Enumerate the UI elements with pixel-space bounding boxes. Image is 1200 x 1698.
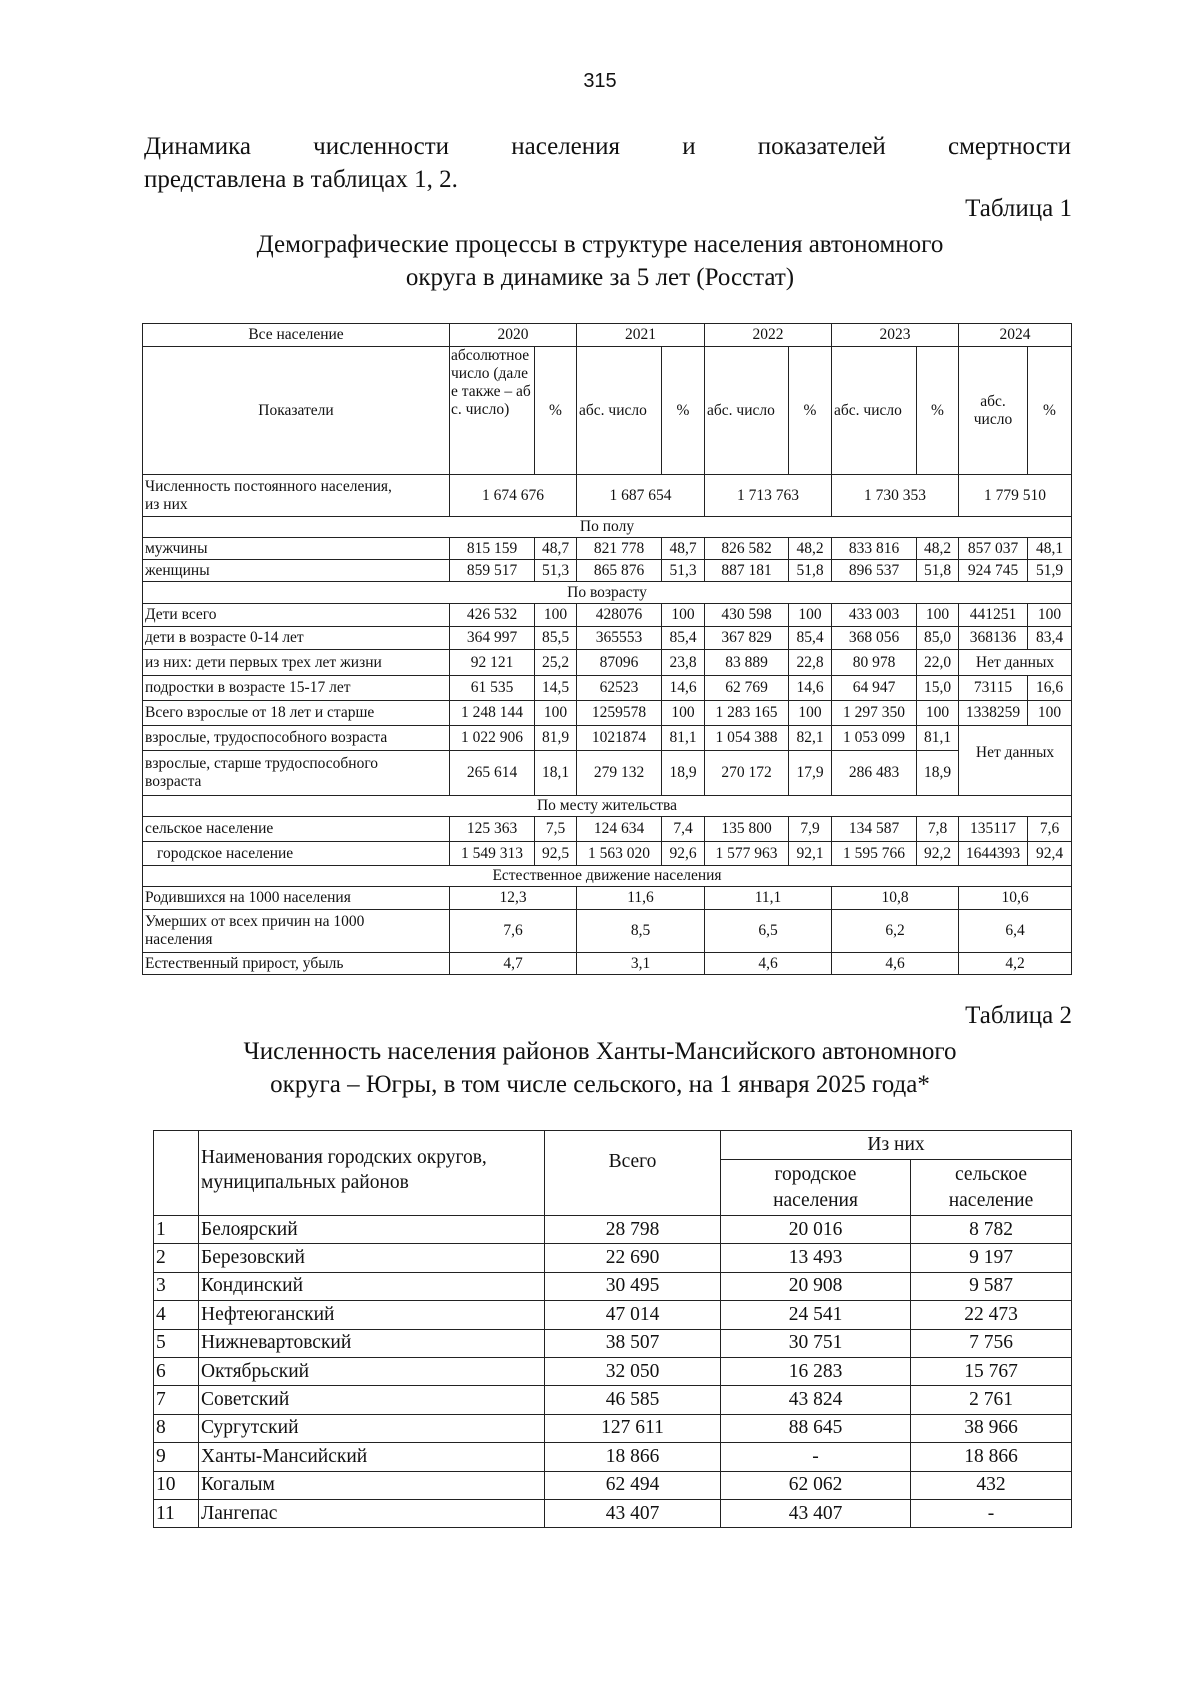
value-cell: 81,9 — [535, 726, 577, 751]
value-cell: 924 745 — [959, 560, 1028, 582]
value-cell: 81,1 — [662, 726, 705, 751]
header-abs-number: абсолютное число (далее также – абс. число) — [450, 347, 535, 475]
total-population: 38 507 — [545, 1329, 721, 1357]
table-row — [143, 475, 1072, 517]
row-label-text: взрослые, старше трудоспособного возраста — [145, 755, 379, 790]
rural-population: 18 866 — [911, 1443, 1072, 1471]
percent-cell: 100 — [662, 604, 705, 627]
value-cell: 64 947 — [832, 676, 917, 701]
table-row — [143, 910, 1072, 953]
section-header: По полу — [143, 517, 1072, 538]
percent-cell: 92,1 — [789, 842, 832, 866]
row-label — [143, 475, 450, 517]
section-row — [143, 866, 1072, 887]
percent-cell: 14,6 — [789, 676, 832, 701]
value-cell: 368136 — [959, 627, 1028, 650]
row-label — [143, 887, 450, 910]
total-population: 47 014 — [545, 1301, 721, 1329]
percent-cell: 92,6 — [662, 842, 705, 866]
urban-population: 30 751 — [721, 1329, 911, 1357]
header-urban: городское населения — [721, 1160, 911, 1216]
district-name: Когалым — [199, 1471, 545, 1499]
row-label-text: взрослые, трудоспособного возраста — [145, 729, 388, 746]
section-header: По возрасту — [143, 582, 1072, 604]
header-name: Наименования городских округов, муниципальных районов — [199, 1131, 545, 1216]
percent-cell: 100 — [662, 701, 705, 726]
value-cell: 134 587 — [832, 817, 917, 842]
header-abs-number: абс. число — [705, 347, 789, 475]
row-label — [143, 817, 450, 842]
header-rural: сельское население — [911, 1160, 1072, 1216]
table-row — [154, 1471, 1072, 1499]
percent-cell: 15,0 — [917, 676, 959, 701]
value-cell: 92 121 — [450, 650, 535, 676]
table1-title-line-2: округа в динамике за 5 лет (Росстат) — [405, 264, 795, 291]
value-cell: 61 535 — [450, 676, 535, 701]
header-all-population: Все население — [143, 324, 450, 347]
rural-population: - — [911, 1499, 1072, 1527]
percent-cell: 48,7 — [535, 538, 577, 560]
table2-title-line-1: Численность населения районов Ханты-Мансийского автономного — [243, 1038, 957, 1065]
row-number: 5 — [154, 1329, 199, 1357]
header-percent: % — [917, 347, 959, 475]
row-number: 3 — [154, 1272, 199, 1300]
table-row — [154, 1329, 1072, 1357]
value-cell: 18,1 — [535, 751, 577, 796]
value-cell: 62 769 — [705, 676, 789, 701]
percent-cell: 51,8 — [789, 560, 832, 582]
value-cell: 6,5 — [705, 910, 832, 953]
percent-cell: 51,8 — [917, 560, 959, 582]
header-percent: % — [1028, 347, 1072, 475]
header-total: Всего — [545, 1131, 721, 1216]
percent-cell: 16,6 — [1028, 676, 1072, 701]
value-cell: 1644393 — [959, 842, 1028, 866]
value-cell: 441251 — [959, 604, 1028, 627]
row-label — [143, 701, 450, 726]
value-cell: 23,8 — [662, 650, 705, 676]
percent-cell: 48,1 — [1028, 538, 1072, 560]
table-row — [143, 560, 1072, 582]
value-cell: 1 054 388 — [705, 726, 789, 751]
header-year-2023: 2023 — [832, 324, 959, 347]
value-cell: 62523 — [577, 676, 662, 701]
row-label-text: женщины — [145, 561, 210, 579]
value-cell: 81,1 — [917, 726, 959, 751]
value-cell: 286 483 — [832, 751, 917, 796]
table-row — [154, 1499, 1072, 1527]
district-name: Белоярский — [199, 1216, 545, 1244]
percent-cell: 7,5 — [535, 817, 577, 842]
percent-cell: 100 — [917, 701, 959, 726]
value-cell: 73115 — [959, 676, 1028, 701]
value-cell: 3,1 — [577, 953, 705, 975]
value-cell: 857 037 — [959, 538, 1028, 560]
value-cell: 25,2 — [535, 650, 577, 676]
row-label-text: подростки в возрасте 15-17 лет — [145, 679, 351, 696]
table-row — [154, 1443, 1072, 1471]
table-row — [143, 701, 1072, 726]
row-label — [143, 650, 450, 676]
value-cell: 279 132 — [577, 751, 662, 796]
intro-paragraph-line-2: представлена в таблицах 1, 2. — [144, 166, 458, 193]
row-number: 2 — [154, 1244, 199, 1272]
value-cell: 124 634 — [577, 817, 662, 842]
row-label — [143, 538, 450, 560]
value-cell: 433 003 — [832, 604, 917, 627]
section-row — [143, 517, 1072, 538]
header-percent: % — [789, 347, 832, 475]
row-label — [143, 751, 450, 796]
percent-cell: 48,2 — [917, 538, 959, 560]
district-name: Нефтеюганский — [199, 1301, 545, 1329]
value-cell: 4,6 — [705, 953, 832, 975]
table-row — [154, 1301, 1072, 1329]
table-row — [143, 538, 1072, 560]
table2-label: Таблица 2 — [965, 1002, 1072, 1029]
percent-cell: 85,5 — [535, 627, 577, 650]
value-cell: 6,2 — [832, 910, 959, 953]
percent-cell: 51,3 — [535, 560, 577, 582]
percent-cell: 14,5 — [535, 676, 577, 701]
value-cell: 1 730 353 — [832, 475, 959, 517]
table-row — [143, 887, 1072, 910]
row-label — [143, 842, 450, 866]
percent-cell: 7,9 — [789, 817, 832, 842]
value-cell: 1 053 099 — [832, 726, 917, 751]
value-cell: 22,8 — [789, 650, 832, 676]
rural-population: 8 782 — [911, 1216, 1072, 1244]
value-cell: 1 713 763 — [705, 475, 832, 517]
value-cell: 11,1 — [705, 887, 832, 910]
table-row — [143, 953, 1072, 975]
row-label-text: дети в возрасте 0-14 лет — [145, 629, 304, 646]
percent-cell: 92,5 — [535, 842, 577, 866]
value-cell: 7,6 — [450, 910, 577, 953]
table-row — [143, 817, 1072, 842]
value-cell: 821 778 — [577, 538, 662, 560]
section-row — [143, 796, 1072, 817]
rural-population: 38 966 — [911, 1414, 1072, 1442]
value-cell: 1 022 906 — [450, 726, 535, 751]
table-row — [143, 726, 1072, 751]
header-year-2022: 2022 — [705, 324, 832, 347]
percent-cell: 48,7 — [662, 538, 705, 560]
table-row — [143, 751, 1072, 796]
urban-population: - — [721, 1443, 911, 1471]
table-row — [154, 1216, 1072, 1244]
header-year-2021: 2021 — [577, 324, 705, 347]
value-cell: 1021874 — [577, 726, 662, 751]
table2-title-line-2: округа – Югры, в том числе сельского, на 1 января 2025 года* — [270, 1071, 930, 1098]
row-label-text: Численность постоянного населения, из них — [145, 477, 392, 513]
row-label-text: Всего взрослые от 18 лет и старше — [145, 704, 375, 721]
header-year-2024: 2024 — [959, 324, 1072, 347]
percent-cell: 100 — [789, 701, 832, 726]
value-cell: 82,1 — [789, 726, 832, 751]
row-number: 6 — [154, 1357, 199, 1385]
row-number: 4 — [154, 1301, 199, 1329]
district-name: Нижневартовский — [199, 1329, 545, 1357]
value-cell: 4,7 — [450, 953, 577, 975]
total-population: 62 494 — [545, 1471, 721, 1499]
value-cell: Нет данных — [959, 726, 1072, 796]
value-cell: 859 517 — [450, 560, 535, 582]
row-label — [143, 676, 450, 701]
percent-cell: 7,6 — [1028, 817, 1072, 842]
urban-population: 43 824 — [721, 1386, 911, 1414]
value-cell: 368 056 — [832, 627, 917, 650]
rural-population: 2 761 — [911, 1386, 1072, 1414]
row-number: 9 — [154, 1443, 199, 1471]
value-cell: 1 549 313 — [450, 842, 535, 866]
demographic-table — [142, 323, 1072, 975]
urban-population: 24 541 — [721, 1301, 911, 1329]
value-cell: 4,6 — [832, 953, 959, 975]
value-cell: 1 577 963 — [705, 842, 789, 866]
district-name: Березовский — [199, 1244, 545, 1272]
value-cell: 1 595 766 — [832, 842, 917, 866]
table-row — [143, 676, 1072, 701]
district-name: Кондинский — [199, 1272, 545, 1300]
value-cell: 80 978 — [832, 650, 917, 676]
value-cell: 11,6 — [577, 887, 705, 910]
value-cell: 17,9 — [789, 751, 832, 796]
value-cell: 364 997 — [450, 627, 535, 650]
table1-title-line-1: Демографические процессы в структуре населения автономного — [256, 231, 944, 258]
value-cell: 1 674 676 — [450, 475, 577, 517]
district-name: Лангепас — [199, 1499, 545, 1527]
row-label — [143, 627, 450, 650]
header-abs-number: абс. число — [577, 347, 662, 475]
percent-cell: 14,6 — [662, 676, 705, 701]
urban-population: 16 283 — [721, 1357, 911, 1385]
row-label-text: Родившихся на 1000 населения — [145, 889, 351, 906]
value-cell: 22,0 — [917, 650, 959, 676]
rural-population: 15 767 — [911, 1357, 1072, 1385]
district-name: Ханты-Мансийский — [199, 1443, 545, 1471]
value-cell: 135 800 — [705, 817, 789, 842]
table1-label: Таблица 1 — [965, 195, 1072, 222]
row-label-text: Естественный прирост, убыль — [145, 954, 344, 972]
percent-cell: 100 — [1028, 604, 1072, 627]
value-cell: 4,2 — [959, 953, 1072, 975]
row-label — [143, 560, 450, 582]
value-cell: 1 563 020 — [577, 842, 662, 866]
value-cell: 10,6 — [959, 887, 1072, 910]
value-cell: Нет данных — [959, 650, 1072, 676]
district-name: Октябрьский — [199, 1357, 545, 1385]
value-cell: 12,3 — [450, 887, 577, 910]
header-of-which: Из них — [721, 1131, 1072, 1160]
percent-cell: 7,4 — [662, 817, 705, 842]
table-row — [154, 1386, 1072, 1414]
percent-cell: 92,4 — [1028, 842, 1072, 866]
row-label-text: городское население — [157, 844, 294, 862]
section-header: По месту жительства — [143, 796, 1072, 817]
table-row — [143, 604, 1072, 627]
value-cell: 1 297 350 — [832, 701, 917, 726]
row-label-text: из них: дети первых трех лет жизни — [145, 653, 382, 671]
row-label — [143, 726, 450, 751]
table-row — [154, 1414, 1072, 1442]
value-cell: 18,9 — [662, 751, 705, 796]
percent-cell: 100 — [535, 604, 577, 627]
value-cell: 1338259 — [959, 701, 1028, 726]
row-label — [143, 953, 450, 975]
header-percent: % — [662, 347, 705, 475]
table-row — [154, 1272, 1072, 1300]
percent-cell: 85,4 — [789, 627, 832, 650]
total-population: 32 050 — [545, 1357, 721, 1385]
value-cell: 1 248 144 — [450, 701, 535, 726]
value-cell: 1 283 165 — [705, 701, 789, 726]
value-cell: 265 614 — [450, 751, 535, 796]
value-cell: 865 876 — [577, 560, 662, 582]
district-name: Сургутский — [199, 1414, 545, 1442]
row-label — [143, 910, 450, 953]
intro-paragraph-line-1: Динамика численности населения и показателей смертности — [144, 133, 1071, 160]
value-cell: 1 687 654 — [577, 475, 705, 517]
header-indicators: Показатели — [143, 347, 450, 475]
value-cell: 8,5 — [577, 910, 705, 953]
rural-population: 9 197 — [911, 1244, 1072, 1272]
value-cell: 6,4 — [959, 910, 1072, 953]
table-row — [143, 650, 1072, 676]
percent-cell: 85,0 — [917, 627, 959, 650]
percent-cell: 92,2 — [917, 842, 959, 866]
value-cell: 10,8 — [832, 887, 959, 910]
header-number — [154, 1131, 199, 1216]
percent-cell: 100 — [535, 701, 577, 726]
total-population: 18 866 — [545, 1443, 721, 1471]
row-label-text: мужчины — [145, 539, 208, 557]
district-population-table — [153, 1130, 1072, 1528]
row-label-text: Дети всего — [145, 606, 217, 623]
value-cell: 833 816 — [832, 538, 917, 560]
value-cell: 887 181 — [705, 560, 789, 582]
total-population: 127 611 — [545, 1414, 721, 1442]
total-population: 30 495 — [545, 1272, 721, 1300]
table-row — [143, 842, 1072, 866]
value-cell: 426 532 — [450, 604, 535, 627]
table-row — [143, 627, 1072, 650]
urban-population: 20 908 — [721, 1272, 911, 1300]
urban-population: 43 407 — [721, 1499, 911, 1527]
urban-population: 20 016 — [721, 1216, 911, 1244]
value-cell: 125 363 — [450, 817, 535, 842]
value-cell: 87096 — [577, 650, 662, 676]
percent-cell: 83,4 — [1028, 627, 1072, 650]
value-cell: 367 829 — [705, 627, 789, 650]
percent-cell: 100 — [1028, 701, 1072, 726]
value-cell: 365553 — [577, 627, 662, 650]
urban-population: 88 645 — [721, 1414, 911, 1442]
value-cell: 1 779 510 — [959, 475, 1072, 517]
row-number: 1 — [154, 1216, 199, 1244]
value-cell: 428076 — [577, 604, 662, 627]
value-cell: 83 889 — [705, 650, 789, 676]
value-cell: 1259578 — [577, 701, 662, 726]
total-population: 28 798 — [545, 1216, 721, 1244]
row-number: 10 — [154, 1471, 199, 1499]
value-cell: 826 582 — [705, 538, 789, 560]
total-population: 46 585 — [545, 1386, 721, 1414]
percent-cell: 48,2 — [789, 538, 832, 560]
value-cell: 270 172 — [705, 751, 789, 796]
table1-header-row — [143, 324, 1072, 347]
district-name: Советский — [199, 1386, 545, 1414]
header-abs-number: абс. число — [959, 347, 1028, 475]
value-cell: 135117 — [959, 817, 1028, 842]
rural-population: 22 473 — [911, 1301, 1072, 1329]
percent-cell: 51,9 — [1028, 560, 1072, 582]
percent-cell: 85,4 — [662, 627, 705, 650]
value-cell: 815 159 — [450, 538, 535, 560]
table-row — [154, 1357, 1072, 1385]
percent-cell: 100 — [917, 604, 959, 627]
rural-population: 432 — [911, 1471, 1072, 1499]
rural-population: 7 756 — [911, 1329, 1072, 1357]
header-percent: % — [535, 347, 577, 475]
row-number: 7 — [154, 1386, 199, 1414]
value-cell: 18,9 — [917, 751, 959, 796]
urban-population: 62 062 — [721, 1471, 911, 1499]
urban-population: 13 493 — [721, 1244, 911, 1272]
row-label-text: сельское население — [145, 820, 274, 837]
percent-cell: 51,3 — [662, 560, 705, 582]
percent-cell: 7,8 — [917, 817, 959, 842]
table-row — [154, 1244, 1072, 1272]
header-year-2020: 2020 — [450, 324, 577, 347]
section-header: Естественное движение населения — [143, 866, 1072, 887]
table2-header-row — [154, 1131, 1072, 1160]
table1-subheader-row — [143, 347, 1072, 475]
row-number: 8 — [154, 1414, 199, 1442]
percent-cell: 100 — [789, 604, 832, 627]
total-population: 22 690 — [545, 1244, 721, 1272]
row-label — [143, 604, 450, 627]
section-row — [143, 582, 1072, 604]
total-population: 43 407 — [545, 1499, 721, 1527]
row-label-text: Умерших от всех причин на 1000 населения — [145, 913, 365, 948]
value-cell: 430 598 — [705, 604, 789, 627]
rural-population: 9 587 — [911, 1272, 1072, 1300]
value-cell: 896 537 — [832, 560, 917, 582]
header-abs-number: абс. число — [832, 347, 917, 475]
page-number: 315 — [583, 70, 617, 92]
row-number: 11 — [154, 1499, 199, 1527]
